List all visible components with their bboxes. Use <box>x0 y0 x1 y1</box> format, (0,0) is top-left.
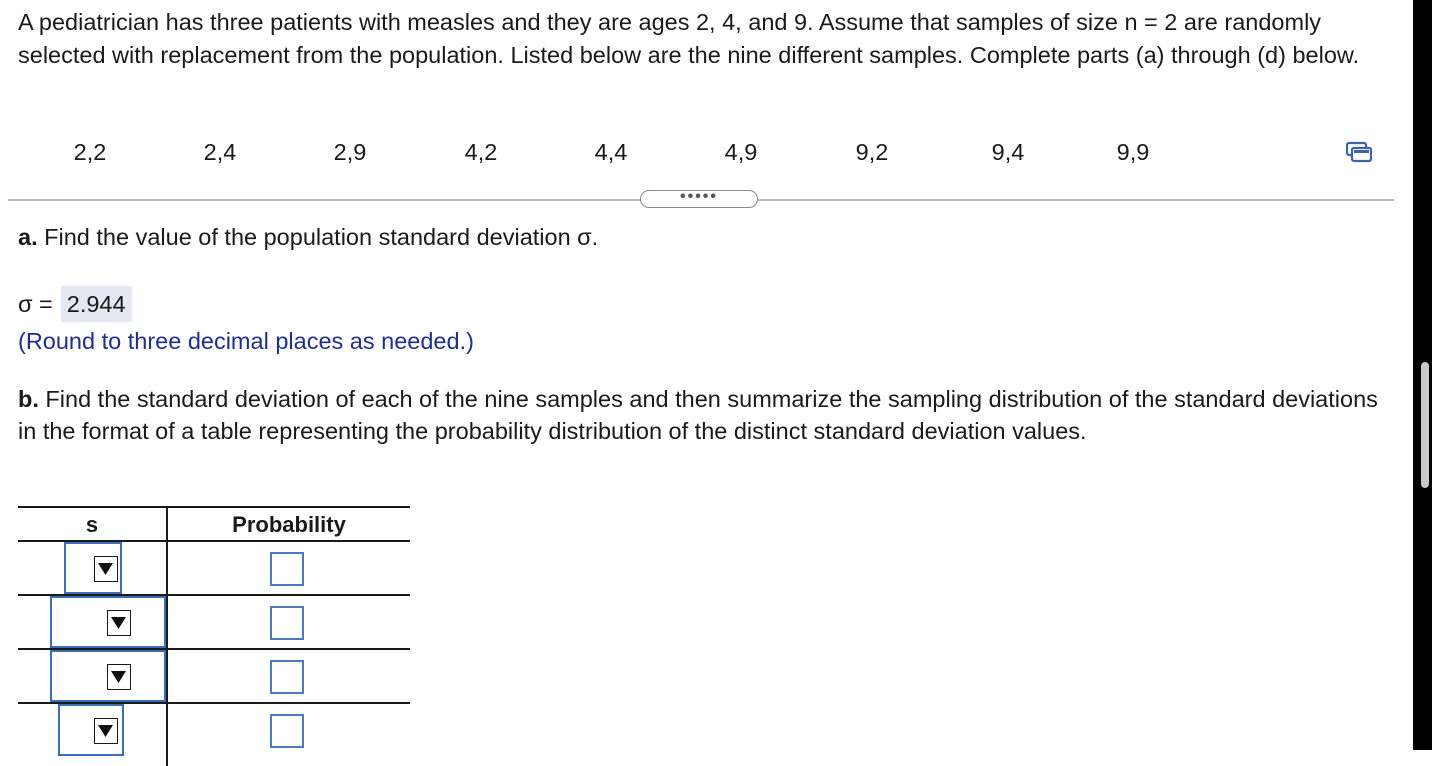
sample-item: 2,9 <box>333 139 367 165</box>
sample-item: 2,4 <box>203 139 237 165</box>
part-a-label: a. <box>18 224 38 250</box>
sigma-answer-field[interactable]: 2.944 <box>61 286 132 322</box>
samples-list <box>0 134 1200 170</box>
s-value-dropdown[interactable] <box>58 704 124 756</box>
s-value-dropdown[interactable] <box>50 650 166 702</box>
copy-data-icon[interactable] <box>1346 141 1372 163</box>
question-intro: A pediatrician has three patients with measles and they are ages 2, 4, and 9. Assume that samples of size n = 2 are randomly selected with replacement from the population. Listed below are the nine different samples. Complete parts (a) through (d) below. <box>18 9 1360 68</box>
part-b-text: Find the standard deviation of each of the nine samples and then summarize the sampling distribution of the standard deviations in the format of a table representing the probability distribution of the distinct standard deviation values. <box>18 386 1378 444</box>
sample-item: 9,4 <box>991 139 1025 165</box>
dropdown-arrow-icon <box>107 664 131 690</box>
column-header-probability: Probability <box>232 512 346 537</box>
sample-item: 9,9 <box>1116 139 1150 165</box>
part-a-text: Find the value of the population standard deviation σ. <box>37 224 599 250</box>
sigma-answer-row <box>18 286 132 322</box>
rounding-hint: (Round to three decimal places as needed.) <box>18 328 474 354</box>
table-column-divider <box>166 506 168 766</box>
sample-item: 4,2 <box>464 139 498 165</box>
dropdown-arrow-icon <box>94 718 118 744</box>
s-value-dropdown[interactable] <box>50 596 166 648</box>
sample-item: 4,9 <box>724 139 758 165</box>
probability-table <box>18 506 410 766</box>
s-value-dropdown[interactable] <box>64 542 122 594</box>
part-b-label: b. <box>18 386 39 412</box>
probability-input[interactable] <box>270 660 304 694</box>
probability-input[interactable] <box>270 606 304 640</box>
scrollbar-thumb[interactable] <box>1421 362 1429 488</box>
column-header-s: s <box>85 512 99 537</box>
dropdown-arrow-icon <box>94 556 118 582</box>
sigma-label: σ = <box>18 290 53 317</box>
part-b-question <box>18 383 1378 447</box>
probability-input[interactable] <box>270 552 304 586</box>
sample-item: 9,2 <box>855 139 889 165</box>
expand-more-button[interactable]: ••••• <box>640 190 758 208</box>
sample-item: 2,2 <box>73 139 107 165</box>
probability-input[interactable] <box>270 714 304 748</box>
sample-item: 4,4 <box>594 139 628 165</box>
dropdown-arrow-icon <box>107 610 131 636</box>
part-a-question <box>18 221 598 254</box>
